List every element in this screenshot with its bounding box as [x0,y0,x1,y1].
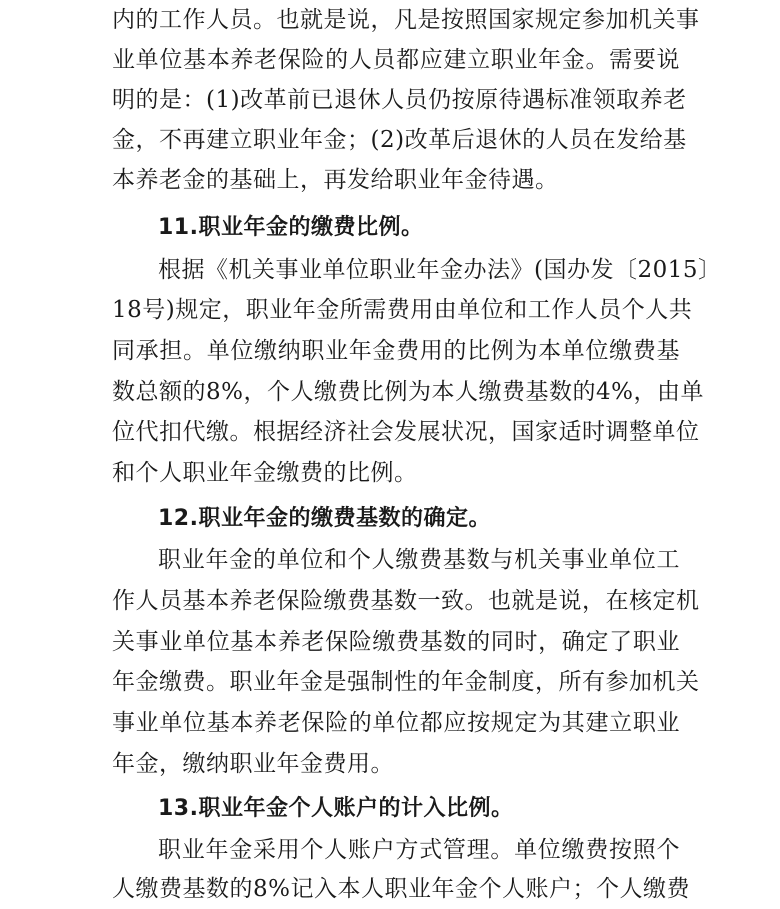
section-heading-13: 13.职业年金个人账户的计入比例。 [158,796,514,821]
paragraph-line: 内的工作人员。也就是说，凡是按照国家规定参加机关事 [112,7,700,33]
paragraph-line: 业单位基本养老保险的人员都应建立职业年金。需要说 [112,47,680,73]
paragraph-line: 同承担。单位缴纳职业年金费用的比例为本单位缴费基 [112,338,680,364]
paragraph-line: 关事业单位基本养老保险缴费基数的同时，确定了职业 [112,629,680,655]
paragraph-line: 年金，缴纳职业年金费用。 [112,751,394,777]
paragraph-line: 职业年金的单位和个人缴费基数与机关事业单位工 [158,547,680,573]
paragraph-line: 18号)规定，职业年金所需费用由单位和工作人员个人共 [112,297,693,323]
paragraph-line: 根据《机关事业单位职业年金办法》(国办发〔2015〕 [158,257,722,283]
paragraph-line: 位代扣代缴。根据经济社会发展状况，国家适时调整单位 [112,419,700,445]
section-heading-11: 11.职业年金的缴费比例。 [158,215,424,240]
paragraph-line: 金，不再建立职业年金；(2)改革后退休的人员在发给基 [112,127,687,153]
paragraph-line: 年金缴费。职业年金是强制性的年金制度，所有参加机关 [112,669,700,695]
paragraph-line: 事业单位基本养老保险的单位都应按规定为其建立职业 [112,710,680,736]
paragraph-line: 数总额的8%，个人缴费比例为本人缴费基数的4%，由单 [112,379,704,405]
paragraph-line: 作人员基本养老保险缴费基数一致。也就是说，在核定机 [112,588,700,614]
paragraph-line: 明的是：(1)改革前已退休人员仍按原待遇标准领取养老 [112,87,687,113]
paragraph-line: 人缴费基数的8%记入本人职业年金个人账户；个人缴费 [112,876,690,902]
section-heading-12: 12.职业年金的缴费基数的确定。 [158,506,491,531]
paragraph-line: 和个人职业年金缴费的比例。 [112,460,418,486]
paragraph-line: 本养老金的基础上，再发给职业年金待遇。 [112,167,559,193]
paragraph-line: 职业年金采用个人账户方式管理。单位缴费按照个 [158,837,680,863]
